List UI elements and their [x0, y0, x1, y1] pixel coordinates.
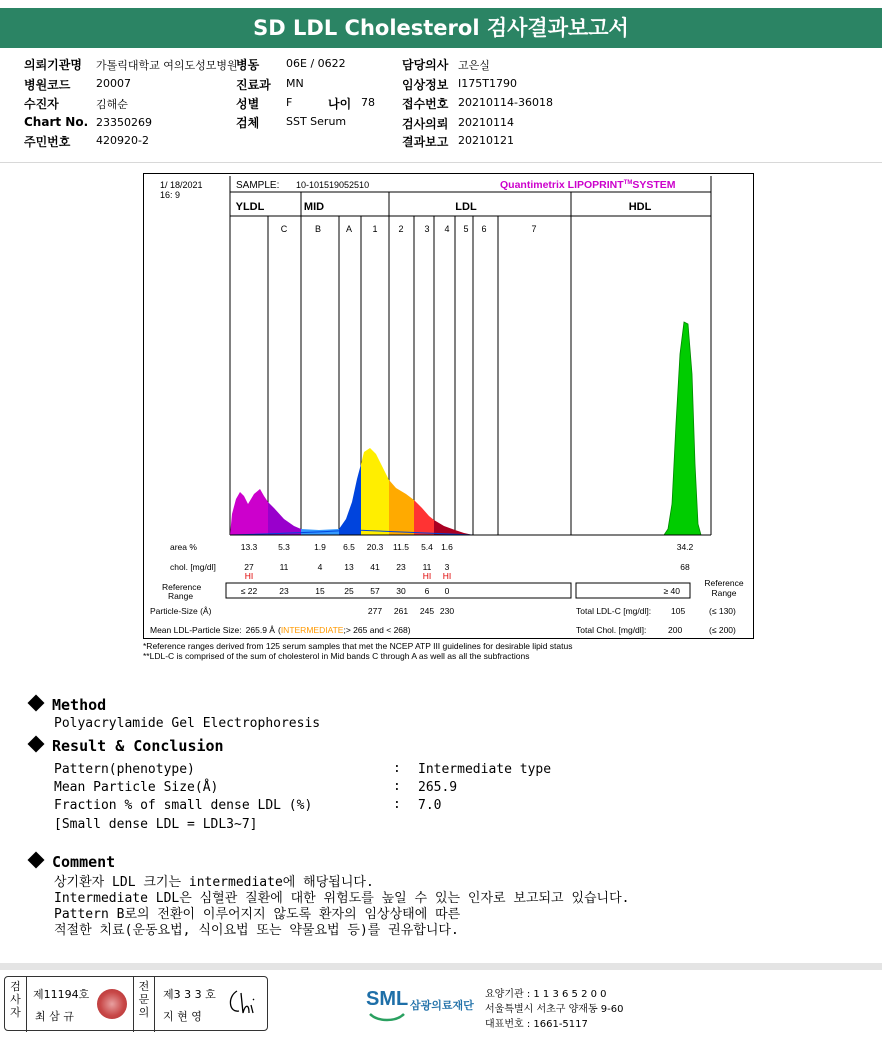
ref-value: 6: [424, 586, 430, 596]
band-label-B: B: [314, 224, 322, 234]
result-value-1: Intermediate type: [418, 762, 552, 777]
diamond-bullet-icon: [28, 695, 45, 712]
diamond-bullet-icon: [28, 852, 45, 869]
chart-time: 16: 9: [160, 190, 181, 200]
chart-date: 1/ 18/2021: [160, 180, 203, 190]
report-date-value: 20210121: [458, 134, 514, 147]
area-value: 1.9: [314, 542, 326, 552]
comment-heading: Comment: [30, 853, 115, 871]
age-value: 78: [361, 96, 375, 109]
band-label-6: 6: [481, 224, 487, 234]
result-colon: :: [393, 797, 401, 812]
hi-flag: HI: [422, 571, 432, 581]
group-hdl: HDL: [628, 201, 652, 213]
org-address: 서울특별시 서초구 양재동 9-60: [485, 1004, 624, 1015]
code-label: 병원코드: [24, 78, 71, 92]
total-ldl-value: 105: [671, 606, 686, 616]
footnote-1: *Reference ranges derived from 125 serum samples that met the NCEP ATP III guidelines for desirable lipid status: [143, 641, 573, 651]
footer-separator: [0, 963, 882, 970]
inspector-name: 최 삼 규: [35, 1010, 74, 1023]
band-label-C: C: [280, 224, 288, 234]
hdl-area: 34.2: [676, 542, 694, 552]
ref-value: 25: [344, 586, 354, 596]
signature-box: [4, 976, 268, 1031]
doctor-label: 담당의사: [402, 58, 449, 72]
profile-band-area: [434, 520, 473, 535]
band-label-5: 5: [463, 224, 469, 234]
chol-value: 3: [444, 562, 450, 572]
particle-size-value: 261: [393, 606, 409, 616]
area-value: 20.3: [366, 542, 384, 552]
patient-value: 김해순: [96, 98, 128, 111]
chart-no-label: Chart No.: [24, 115, 89, 129]
result-colon: :: [393, 779, 401, 794]
area-value: 5.4: [421, 542, 433, 552]
ref-value: 23: [279, 586, 289, 596]
inspector-no: 제11194호: [33, 988, 90, 1001]
seal-stamp-icon: [97, 989, 127, 1019]
ref-right-2: Range: [711, 588, 737, 598]
profile-band-area: [389, 480, 414, 535]
code-value: 20007: [96, 77, 131, 90]
mean-size-label: Mean LDL-Particle Size: 265.9 Å (INTERMEDIATE;> 265 and < 268): [150, 625, 411, 635]
specialist-name: 지 현 영: [163, 1010, 202, 1023]
particle-size-row: [368, 606, 454, 616]
group-mid: MID: [303, 201, 325, 213]
total-chol-label: Total Chol. [mg/dl]:: [576, 625, 647, 635]
chol-value: 41: [370, 562, 380, 572]
area-value: 1.6: [441, 542, 453, 552]
band-label-1: 1: [372, 224, 378, 234]
area-row: [241, 542, 453, 552]
band-label-A: A: [345, 224, 353, 234]
receipt-value: 20210114-36018: [458, 96, 553, 109]
hospital-value: 가톨릭대학교 여의도성모병원: [96, 59, 238, 72]
band-label-2: 2: [398, 224, 404, 234]
doctor-value: 고은실: [458, 59, 490, 72]
ward-value: 06E / 0622: [286, 57, 346, 70]
request-label: 검사의뢰: [402, 117, 449, 131]
chol-value: 4: [317, 562, 323, 572]
specimen-value: SST Serum: [286, 115, 347, 128]
total-chol-ref: (≤ 200): [709, 625, 736, 635]
particle-size-value: 245: [419, 606, 435, 616]
inspector-title: 검 사 자: [5, 977, 27, 1032]
sex-label: 성별: [236, 97, 260, 111]
row-label-ref-1: Reference: [162, 582, 202, 592]
report-title: SD LDL Cholesterol 검사결과보고서: [0, 8, 882, 48]
chol-value: 11: [422, 562, 432, 572]
hdl-peak-area: [664, 322, 701, 535]
profile-band-area: [339, 464, 361, 535]
area-value: 11.5: [393, 542, 409, 552]
total-ldl-ref: (≤ 130): [709, 606, 736, 616]
chart-no-value: 23350269: [96, 116, 152, 129]
chol-row: [244, 562, 451, 581]
result-note: [Small dense LDL = LDL3~7]: [54, 817, 258, 832]
group-yldl: YLDL: [235, 201, 265, 213]
sample-id: 10-101519052510: [296, 180, 370, 190]
area-value: 13.3: [240, 542, 258, 552]
brand-name: Quantimetrix LIPOPRINT™SYSTEM: [500, 179, 676, 191]
ref-value: ≤ 22: [240, 586, 258, 596]
footnote-2: **LDL-C is comprised of the sum of cholesterol in Mid bands C through A as well as all the subfractions: [143, 651, 530, 661]
sex-value: F: [286, 96, 293, 109]
ref-value: 30: [396, 586, 406, 596]
result-colon: :: [393, 761, 401, 776]
area-value: 6.5: [343, 542, 355, 552]
comment-line-4: 적절한 치료(운동요법, 식이요법 또는 약물요법 등)를 권유합니다.: [54, 923, 459, 938]
band-label-4: 4: [444, 224, 450, 234]
result-label-2: Mean Particle Size(Å): [54, 780, 219, 795]
result-label-1: Pattern(phenotype): [54, 762, 195, 777]
hdl-chol: 68: [680, 562, 690, 572]
dept-label: 진료과: [236, 78, 271, 92]
hi-flag: HI: [442, 571, 452, 581]
row-label-area: area %: [170, 542, 197, 552]
particle-size-label: Particle-Size (Å): [150, 606, 212, 616]
org-name: 삼광의료재단: [410, 999, 474, 1012]
chol-value: 11: [279, 562, 289, 572]
result-label-3: Fraction % of small dense LDL (%): [54, 798, 313, 813]
chart-canvas: [144, 174, 755, 640]
chol-value: 23: [396, 562, 406, 572]
sml-logo-text: SML: [366, 988, 409, 1010]
ref-value: 0: [444, 586, 450, 596]
band-dividers: [230, 192, 711, 535]
signature-icon: [225, 987, 261, 1019]
sample-label: SAMPLE:: [236, 180, 280, 191]
comment-line-3: Pattern B로의 전환이 이루어지지 않도록 환자의 임상상태에 따른: [54, 907, 461, 922]
specimen-label: 검체: [236, 116, 260, 130]
total-ldl-label: Total LDL-C [mg/dl]:: [576, 606, 652, 616]
divider: [0, 162, 882, 163]
patient-label: 수진자: [24, 97, 59, 111]
org-phone: 대표번호 : 1661-5117: [485, 1019, 588, 1030]
clinical-label: 임상정보: [402, 78, 449, 92]
ward-label: 병동: [236, 58, 260, 72]
row-label-chol: chol. [mg/dl]: [170, 562, 216, 572]
chol-value: 13: [344, 562, 354, 572]
area-value: 5.3: [278, 542, 290, 552]
band-label-3: 3: [424, 224, 430, 234]
diamond-bullet-icon: [28, 736, 45, 753]
result-value-2: 265.9: [418, 780, 458, 795]
report-date-label: 결과보고: [402, 135, 449, 149]
group-ldl: LDL: [455, 201, 477, 213]
profile-band-area: [268, 502, 301, 535]
org-code: 요양기관 : 1 1 3 6 5 2 0 0: [485, 989, 607, 1000]
dept-value: MN: [286, 77, 304, 90]
particle-size-value: 277: [367, 606, 383, 616]
method-heading: Method: [30, 696, 106, 714]
profile-band-area: [230, 489, 268, 535]
comment-line-1: 상기환자 LDL 크기는 intermediate에 해당됩니다.: [54, 875, 374, 890]
hospital-label: 의뢰기관명: [24, 58, 82, 72]
specialist-title: 전 문 의: [133, 977, 155, 1032]
hi-flag: HI: [244, 571, 254, 581]
specialist-no: 제3 3 3 호: [163, 988, 216, 1001]
request-value: 20210114: [458, 116, 514, 129]
method-text: Polyacrylamide Gel Electrophoresis: [54, 716, 321, 731]
row-label-ref-2: Range: [168, 591, 194, 601]
rrn-label: 주민번호: [24, 135, 71, 149]
ref-value: 15: [315, 586, 325, 596]
total-chol-value: 200: [668, 625, 683, 635]
profile-band-area: [414, 500, 434, 535]
profile-band-area: [361, 448, 389, 535]
ref-right-1: Reference: [704, 578, 744, 588]
hdl-ref: ≥ 40: [663, 586, 680, 596]
clinical-value: I175T1790: [458, 77, 517, 90]
ref-value: 57: [370, 586, 380, 596]
band-label-7: 7: [531, 224, 537, 234]
ref-row: [241, 586, 450, 596]
comment-line-2: Intermediate LDL은 심혈관 질환에 대한 위험도를 높일 수 있는 인자로 보고되고 있습니다.: [54, 891, 630, 906]
rrn-value: 420920-2: [96, 134, 149, 147]
result-heading: Result & Conclusion: [30, 737, 224, 755]
receipt-label: 접수번호: [402, 97, 449, 111]
age-label: 나이: [328, 97, 352, 111]
result-value-3: 7.0: [418, 798, 442, 813]
chol-value: 27: [244, 562, 254, 572]
lipoprint-chart: [143, 173, 754, 639]
particle-size-value: 230: [439, 606, 455, 616]
